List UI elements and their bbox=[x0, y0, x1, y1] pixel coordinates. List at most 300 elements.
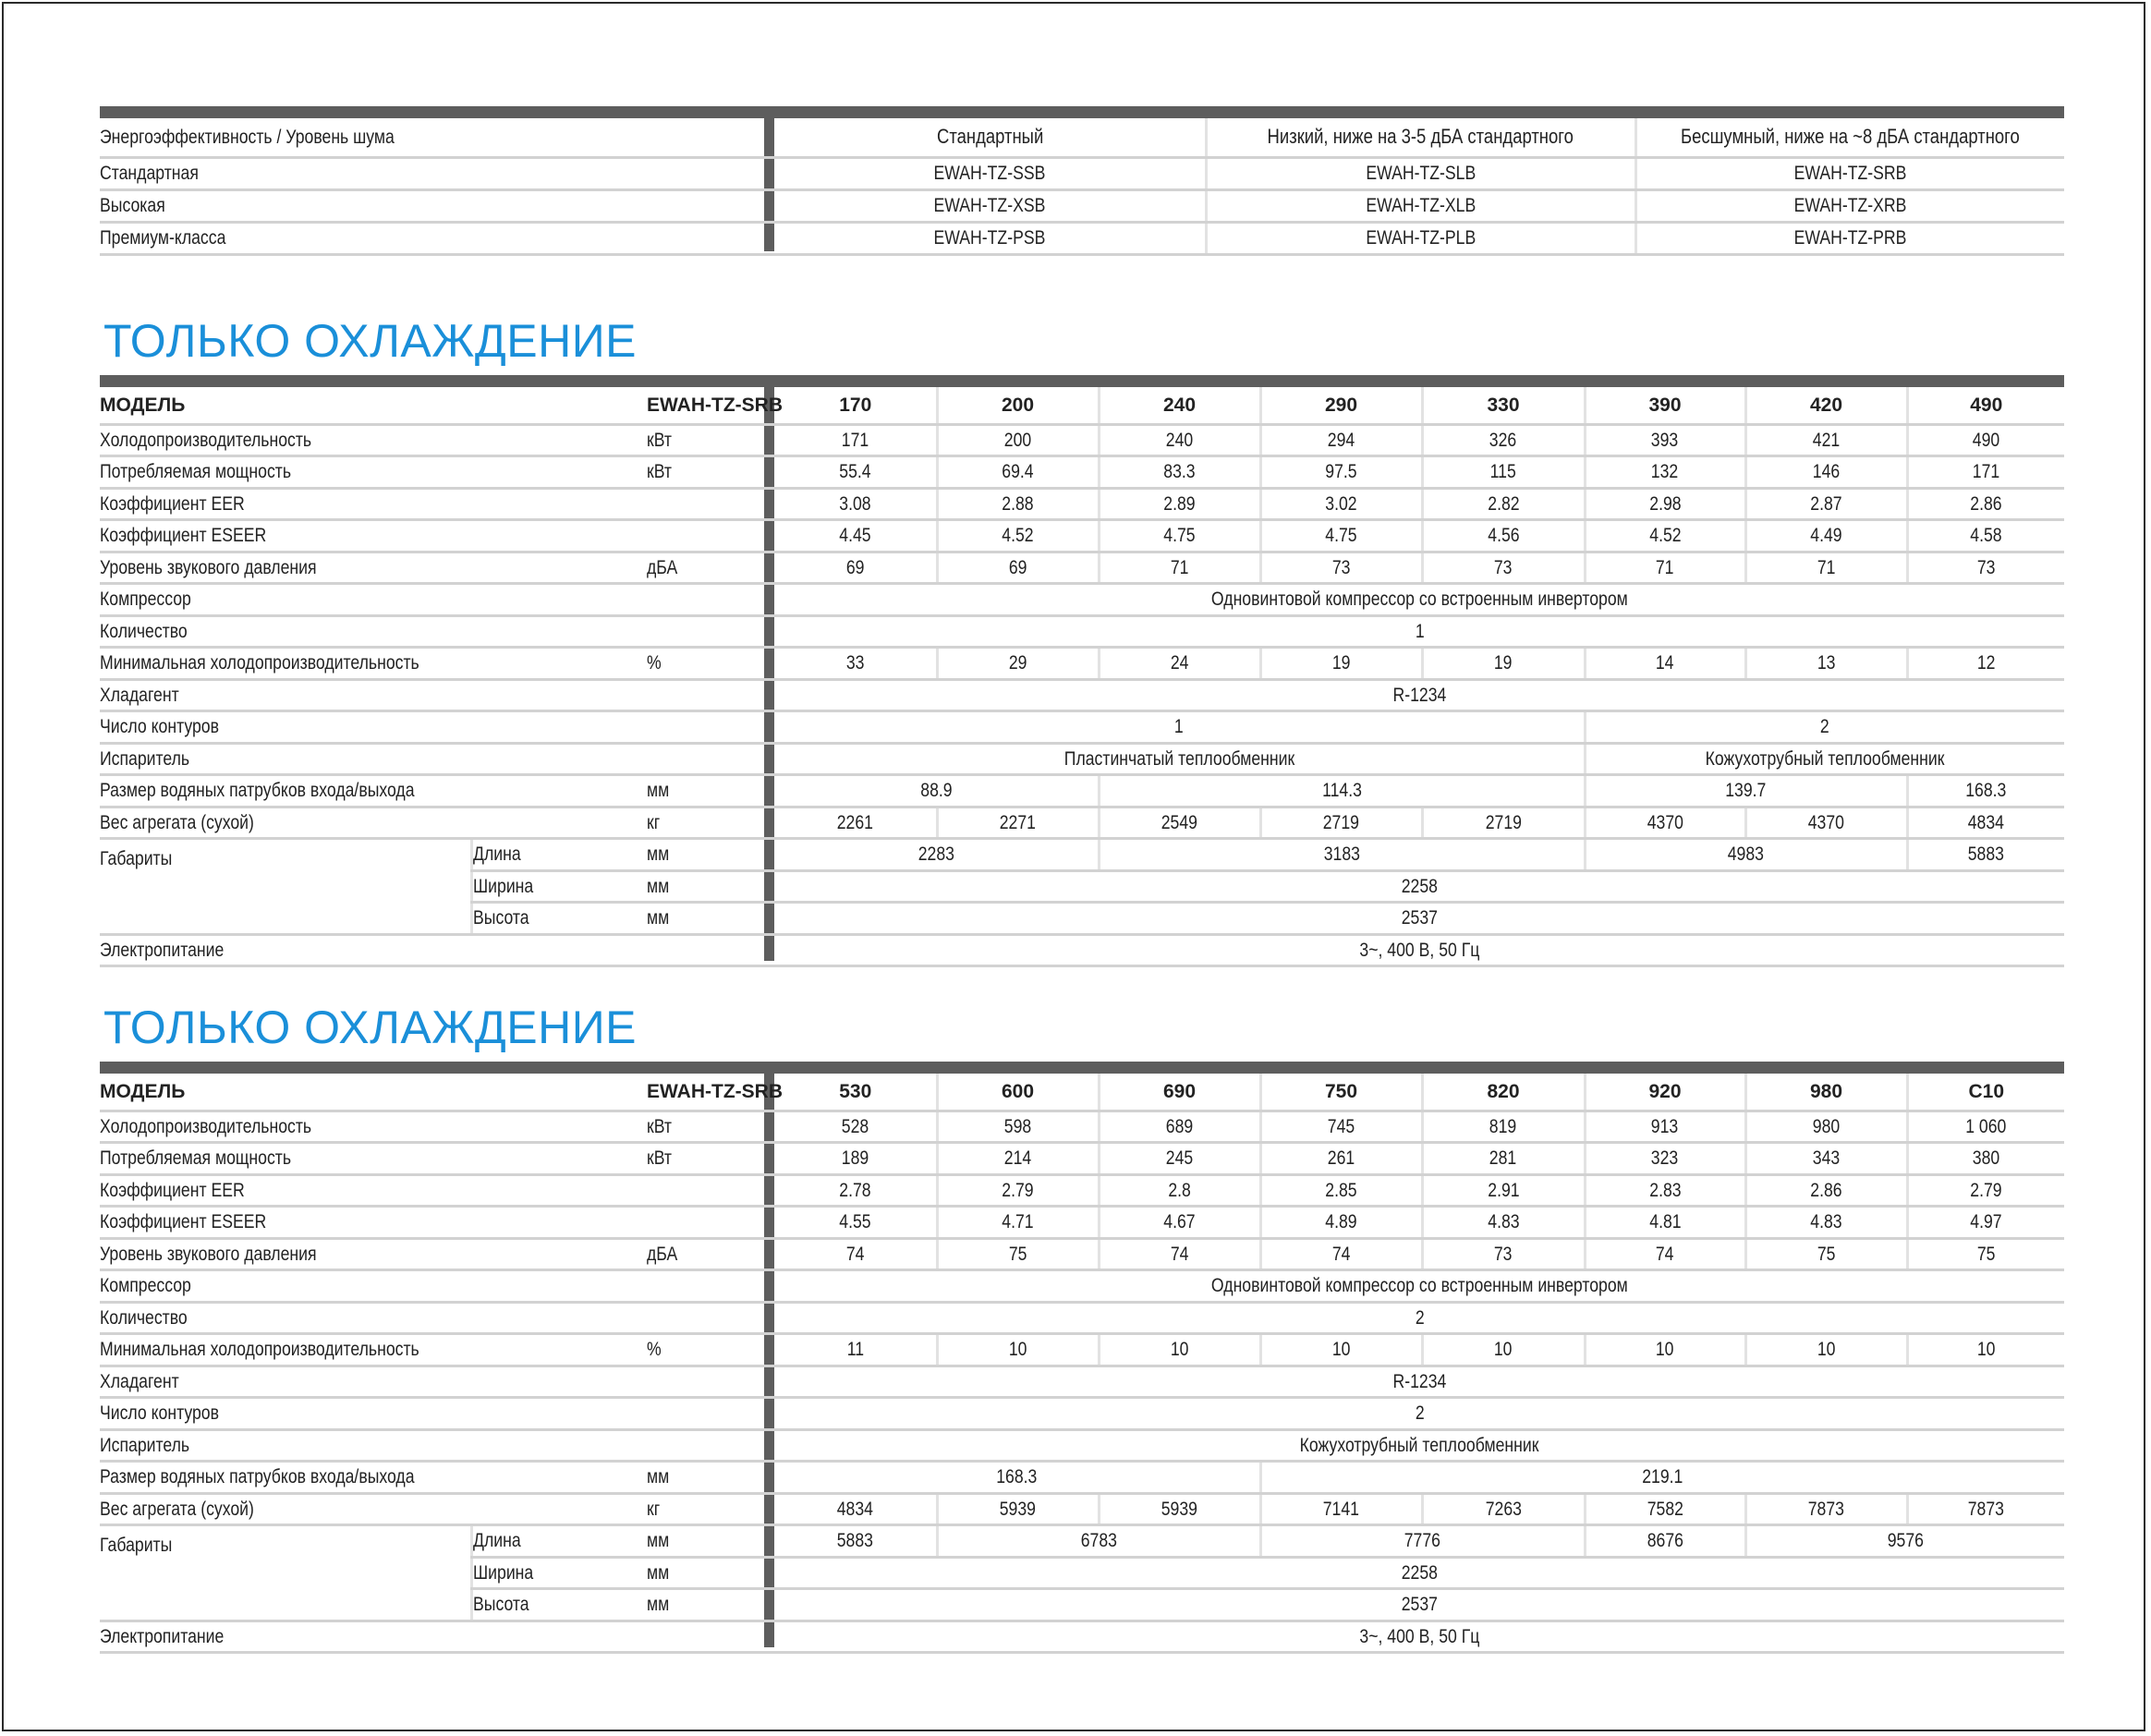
model-column-header: 200 bbox=[937, 387, 1099, 424]
divider-cell bbox=[765, 1270, 775, 1303]
spec-value bbox=[775, 775, 1099, 807]
spec-value bbox=[1260, 424, 1422, 456]
spec-value bbox=[1099, 648, 1260, 680]
divider-cell bbox=[765, 1525, 775, 1558]
spec-value-text: 2258 bbox=[1401, 875, 1439, 897]
spec-value bbox=[1099, 1493, 1260, 1525]
spec-label-text: Коэффициент ESEER bbox=[100, 1211, 267, 1233]
spec-value bbox=[1585, 1143, 1745, 1175]
divider-cell bbox=[765, 903, 775, 935]
spec-value bbox=[1260, 488, 1422, 520]
spec-value bbox=[1745, 424, 1907, 456]
spec-value bbox=[775, 1398, 2064, 1430]
spec-label-text: Коэффициент ESEER bbox=[100, 525, 267, 547]
spec-unit bbox=[647, 1238, 765, 1270]
dimension-sub-label-text: Ширина bbox=[472, 875, 533, 897]
spec-value-text: 2271 bbox=[999, 811, 1037, 833]
spec-value-text: R-1234 bbox=[1392, 684, 1447, 706]
spec-value bbox=[1099, 1174, 1260, 1207]
spec-value bbox=[1422, 1238, 1585, 1270]
spec-value bbox=[937, 520, 1099, 552]
table-header-row bbox=[100, 118, 2064, 157]
spec-label bbox=[100, 584, 647, 616]
spec-label bbox=[100, 1270, 647, 1303]
spec-unit bbox=[647, 1207, 765, 1239]
spec-value-text: 7582 bbox=[1647, 1498, 1683, 1520]
spec-value bbox=[1585, 775, 1907, 807]
spec-value bbox=[1745, 1143, 1907, 1175]
spec-value-text: 75 bbox=[1008, 1243, 1027, 1265]
spec-value bbox=[1422, 648, 1585, 680]
spec-value bbox=[1745, 488, 1907, 520]
model-code bbox=[1206, 189, 1635, 222]
spec-label-text: Вес агрегата (сухой) bbox=[100, 1498, 254, 1520]
spec-row bbox=[100, 1462, 2064, 1494]
model-column-header: 530 bbox=[775, 1074, 937, 1111]
spec-row bbox=[100, 456, 2064, 489]
spec-value-text: 74 bbox=[1170, 1243, 1189, 1265]
spec-value-text: 10 bbox=[1494, 1339, 1513, 1361]
spec-value bbox=[937, 488, 1099, 520]
dimensions-label bbox=[100, 839, 471, 935]
spec-row bbox=[100, 488, 2064, 520]
spec-value bbox=[775, 1525, 937, 1558]
spec-label bbox=[100, 1462, 647, 1494]
spec-value bbox=[775, 1302, 2064, 1334]
spec-label-text: Количество bbox=[100, 1306, 188, 1329]
spec-unit bbox=[647, 424, 765, 456]
spec-value bbox=[1745, 1493, 1907, 1525]
spec-value bbox=[937, 456, 1099, 489]
spec-value bbox=[1422, 1111, 1585, 1143]
spec-value-text: 4.56 bbox=[1487, 525, 1520, 547]
spec-value bbox=[937, 552, 1099, 584]
spec-value-text: 146 bbox=[1812, 461, 1841, 483]
spec-value bbox=[1422, 456, 1585, 489]
spec-value bbox=[775, 1589, 2064, 1621]
spec-value bbox=[775, 1174, 937, 1207]
spec-row bbox=[100, 1366, 2064, 1398]
spec-unit-text: кг bbox=[647, 1498, 661, 1520]
divider-cell bbox=[765, 1366, 775, 1398]
spec-unit bbox=[647, 743, 765, 775]
dimension-sub-label-text: Длина bbox=[472, 1530, 521, 1552]
divider-cell bbox=[765, 1174, 775, 1207]
row-label-text: Премиум-класса bbox=[100, 227, 226, 249]
spec-value bbox=[1907, 1111, 2064, 1143]
spec-label bbox=[100, 520, 647, 552]
spec-value-text: 7141 bbox=[1322, 1498, 1360, 1520]
spec-value-text: 4.81 bbox=[1648, 1211, 1682, 1233]
row-label-text: Стандартная bbox=[100, 163, 199, 184]
dimension-row bbox=[100, 1525, 2064, 1558]
column-header-text: Стандартный bbox=[936, 125, 1043, 149]
spec-value-text: 323 bbox=[1651, 1147, 1679, 1170]
spec-value bbox=[937, 1525, 1260, 1558]
spec-value-text: 2.98 bbox=[1648, 492, 1682, 515]
spec-value bbox=[775, 1111, 937, 1143]
model-series: EWAH-TZ-SRB bbox=[647, 387, 765, 424]
spec-value bbox=[1907, 488, 2064, 520]
spec-value-text: 2 bbox=[1415, 1402, 1425, 1425]
spec-value bbox=[1907, 520, 2064, 552]
spec-unit bbox=[647, 615, 765, 648]
spec-unit bbox=[647, 584, 765, 616]
spec-value bbox=[1099, 1207, 1260, 1239]
spec-value bbox=[1745, 1174, 1907, 1207]
spec-table-1 bbox=[100, 387, 2064, 967]
spec-value-text: 4.97 bbox=[1970, 1211, 2002, 1233]
spec-row bbox=[100, 743, 2064, 775]
spec-unit bbox=[647, 456, 765, 489]
dimension-sub-label-text: Высота bbox=[472, 1594, 529, 1616]
divider-cell bbox=[765, 488, 775, 520]
spec-value bbox=[1907, 1238, 2064, 1270]
spec-unit bbox=[647, 648, 765, 680]
spec-unit-text: мм bbox=[647, 1594, 670, 1616]
column-header bbox=[1206, 118, 1635, 157]
spec-unit bbox=[647, 1398, 765, 1430]
spec-value bbox=[1745, 520, 1907, 552]
model-code-text: EWAH-TZ-SLB bbox=[1366, 163, 1476, 184]
model-series: EWAH-TZ-SRB bbox=[647, 1074, 765, 1111]
spec-value-text: 168.3 bbox=[1965, 780, 2007, 802]
spec-value bbox=[775, 488, 937, 520]
model-label: МОДЕЛЬ bbox=[100, 1074, 647, 1111]
model-column-header: 600 bbox=[937, 1074, 1099, 1111]
divider-cell bbox=[765, 456, 775, 489]
model-column-header: 330 bbox=[1422, 387, 1585, 424]
spec-value-text: 74 bbox=[1331, 1243, 1351, 1265]
divider-cell bbox=[765, 552, 775, 584]
spec-value-text: 14 bbox=[1656, 652, 1674, 674]
spec-value-text: 2 bbox=[1820, 716, 1830, 738]
spec-value bbox=[775, 424, 937, 456]
model-column-header: 490 bbox=[1907, 387, 2064, 424]
dimension-sub-label bbox=[471, 839, 647, 871]
spec-value-text: 2261 bbox=[837, 811, 874, 833]
spec-label-text: Холодопроизводительность bbox=[100, 429, 312, 451]
spec-value-text: 10 bbox=[1976, 1339, 1996, 1361]
spec-value-text: 2.85 bbox=[1325, 1179, 1357, 1201]
model-column-header: C10 bbox=[1907, 1074, 2064, 1111]
spec-row bbox=[100, 424, 2064, 456]
spec-value-text: 4.83 bbox=[1810, 1211, 1842, 1233]
divider-cell bbox=[765, 934, 775, 966]
divider-cell bbox=[765, 1334, 775, 1366]
spec-value-text: 2.89 bbox=[1163, 492, 1196, 515]
dimension-row bbox=[100, 839, 2064, 871]
spec-row bbox=[100, 1302, 2064, 1334]
model-column-header: 240 bbox=[1099, 387, 1260, 424]
spec-label-text: Коэффициент EER bbox=[100, 492, 245, 515]
spec-value-text: 4.55 bbox=[839, 1211, 871, 1233]
spec-row bbox=[100, 584, 2064, 616]
spec-value-text: Одновинтовой компрессор со встроенным инвертором bbox=[1211, 589, 1628, 611]
spec-value-text: 4.75 bbox=[1163, 525, 1196, 547]
spec-value bbox=[1260, 552, 1422, 584]
spec-label-text: Хладагент bbox=[100, 1370, 179, 1392]
spec-value-text: 2.88 bbox=[1002, 492, 1034, 515]
spec-value-text: 4834 bbox=[837, 1498, 874, 1520]
spec-unit-text: кВт bbox=[647, 1147, 673, 1170]
model-column-header: 750 bbox=[1260, 1074, 1422, 1111]
spec-value bbox=[1585, 1111, 1745, 1143]
spec-value bbox=[1745, 807, 1907, 839]
power-label bbox=[100, 934, 765, 966]
spec-value bbox=[1745, 648, 1907, 680]
spec-value bbox=[937, 807, 1099, 839]
spec-label bbox=[100, 1398, 647, 1430]
spec-unit-text: мм bbox=[647, 1530, 670, 1552]
spec-value-text: 343 bbox=[1812, 1147, 1841, 1170]
spec-value-text: 171 bbox=[842, 429, 869, 451]
divider-cell bbox=[765, 615, 775, 648]
spec-value bbox=[775, 615, 2064, 648]
divider-cell bbox=[765, 189, 775, 222]
table-row bbox=[100, 222, 2064, 254]
spec-value-text: 24 bbox=[1170, 652, 1189, 674]
spec-value-text: 71 bbox=[1817, 556, 1836, 578]
spec-unit bbox=[647, 1111, 765, 1143]
power-row bbox=[100, 934, 2064, 966]
spec-value-text: 528 bbox=[842, 1115, 869, 1137]
divider-cell bbox=[765, 1621, 775, 1653]
spec-value-text: 1 bbox=[1415, 620, 1425, 642]
model-column-header: 170 bbox=[775, 387, 937, 424]
spec-value-text: 69 bbox=[845, 556, 865, 578]
spec-value-text: 5883 bbox=[837, 1530, 874, 1552]
spec-unit bbox=[647, 1143, 765, 1175]
spec-value-text: 69.4 bbox=[1002, 461, 1034, 483]
model-code bbox=[1635, 189, 2064, 222]
model-code bbox=[775, 222, 1206, 254]
power-value-text: 3~, 400 В, 50 Гц bbox=[1359, 939, 1480, 961]
spec-value-text: 1 bbox=[1174, 716, 1185, 738]
spec-unit bbox=[647, 1366, 765, 1398]
spec-value-text: 114.3 bbox=[1321, 780, 1362, 802]
spec-value bbox=[1745, 552, 1907, 584]
spec-unit bbox=[647, 552, 765, 584]
spec-row bbox=[100, 1111, 2064, 1143]
spec-label bbox=[100, 743, 647, 775]
spec-value bbox=[775, 1366, 2064, 1398]
spec-value-text: 4.83 bbox=[1487, 1211, 1520, 1233]
model-code-text: EWAH-TZ-PRB bbox=[1793, 227, 1907, 249]
spec-value-text: 10 bbox=[1656, 1339, 1674, 1361]
spec-value-text: 83.3 bbox=[1163, 461, 1196, 483]
dimension-sub-label-text: Ширина bbox=[472, 1561, 533, 1584]
spec-label bbox=[100, 1429, 647, 1462]
spec-label-text: Минимальная холодопроизводительность bbox=[100, 652, 419, 674]
model-column-header: 420 bbox=[1745, 387, 1907, 424]
spec-value-text: 2.79 bbox=[1970, 1179, 2002, 1201]
spec-value-text: 421 bbox=[1812, 429, 1841, 451]
spec-value bbox=[1422, 1174, 1585, 1207]
spec-value bbox=[1585, 456, 1745, 489]
spec-value bbox=[1422, 1334, 1585, 1366]
spec-value bbox=[1745, 1207, 1907, 1239]
spec-unit-text: кВт bbox=[647, 461, 673, 483]
spec-value bbox=[937, 1174, 1099, 1207]
divider-cell bbox=[765, 1557, 775, 1589]
spec-unit bbox=[647, 1174, 765, 1207]
spec-value-text: 2.86 bbox=[1810, 1179, 1842, 1201]
spec-label-text: Размер водяных патрубков входа/выхода bbox=[100, 780, 415, 802]
top-table-bar bbox=[100, 106, 2064, 118]
spec-value-text: 1 060 bbox=[1965, 1115, 2007, 1137]
spec-row bbox=[100, 1429, 2064, 1462]
spec-value-text: 200 bbox=[1003, 429, 1032, 451]
divider-cell bbox=[765, 648, 775, 680]
divider-cell bbox=[765, 1207, 775, 1239]
power-value bbox=[775, 1621, 2064, 1653]
spec-value bbox=[1260, 1525, 1585, 1558]
spec-value-text: 281 bbox=[1489, 1147, 1517, 1170]
divider-cell bbox=[765, 584, 775, 616]
spec-label bbox=[100, 456, 647, 489]
spec-value-text: 71 bbox=[1656, 556, 1674, 578]
model-code-text: EWAH-TZ-SRB bbox=[1793, 163, 1907, 184]
spec-unit-text: дБА bbox=[647, 1243, 678, 1265]
spec-value-text: 2258 bbox=[1401, 1561, 1439, 1584]
power-label-text: Электропитание bbox=[100, 1625, 225, 1647]
spec-value-text: 69 bbox=[1008, 556, 1027, 578]
spec-value-text: 73 bbox=[1494, 1243, 1513, 1265]
spec-label-text: Размер водяных патрубков входа/выхода bbox=[100, 1466, 415, 1488]
spec-value-text: 10 bbox=[1817, 1339, 1836, 1361]
spec-value-text: 3183 bbox=[1323, 844, 1360, 866]
spec-value bbox=[1907, 1334, 2064, 1366]
spec-value bbox=[1260, 456, 1422, 489]
model-column-header: 980 bbox=[1745, 1074, 1907, 1111]
spec-value-text: 2719 bbox=[1322, 811, 1360, 833]
spec-unit bbox=[647, 488, 765, 520]
model-code bbox=[1206, 157, 1635, 189]
spec-value bbox=[1745, 1111, 1907, 1143]
divider-cell bbox=[765, 1589, 775, 1621]
spec-value bbox=[1585, 1493, 1745, 1525]
spec-unit bbox=[647, 711, 765, 744]
spec-value-text: 5939 bbox=[999, 1498, 1037, 1520]
spec-value bbox=[1260, 520, 1422, 552]
model-header-row bbox=[100, 387, 2064, 424]
spec-value-text: 3.08 bbox=[839, 492, 871, 515]
spec-value-text: Пластинчатый теплообменник bbox=[1063, 747, 1294, 770]
spec-label bbox=[100, 807, 647, 839]
spec-value bbox=[1099, 488, 1260, 520]
divider-cell bbox=[765, 807, 775, 839]
spec-value bbox=[1907, 1143, 2064, 1175]
spec-value bbox=[1745, 456, 1907, 489]
dimension-sub-label bbox=[471, 1589, 647, 1621]
spec-value-text: 3.02 bbox=[1325, 492, 1357, 515]
spec-value bbox=[1099, 807, 1260, 839]
spec-unit bbox=[647, 807, 765, 839]
dimension-sub-label bbox=[471, 903, 647, 935]
spec-value-text: 75 bbox=[1817, 1243, 1836, 1265]
spec-value-text: 2.86 bbox=[1970, 492, 2002, 515]
spec-value bbox=[1585, 1238, 1745, 1270]
spec-value bbox=[1585, 488, 1745, 520]
spec-value bbox=[1907, 552, 2064, 584]
model-code-text: EWAH-TZ-XLB bbox=[1366, 195, 1476, 216]
spec-unit-text: кВт bbox=[647, 1115, 673, 1137]
spec-value bbox=[1422, 1493, 1585, 1525]
spec-value bbox=[1099, 1238, 1260, 1270]
spec-value bbox=[775, 1462, 1260, 1494]
spec-value-text: 88.9 bbox=[920, 780, 953, 802]
spec-value-text: 2549 bbox=[1161, 811, 1198, 833]
divider-cell bbox=[765, 1462, 775, 1494]
model-column-header: 390 bbox=[1585, 387, 1745, 424]
spec-value-text: 139.7 bbox=[1725, 780, 1767, 802]
spec-row bbox=[100, 807, 2064, 839]
spec-value bbox=[1422, 552, 1585, 584]
spec-value bbox=[1745, 1525, 2064, 1558]
table-row bbox=[100, 157, 2064, 189]
spec-value-text: 245 bbox=[1165, 1147, 1194, 1170]
spec-label bbox=[100, 1207, 647, 1239]
spec-value-text: 980 bbox=[1812, 1115, 1841, 1137]
spec-value bbox=[1907, 1493, 2064, 1525]
spec-value-text: 12 bbox=[1976, 652, 1996, 674]
spec-value-text: 73 bbox=[1494, 556, 1513, 578]
spec-row bbox=[100, 615, 2064, 648]
dimension-sub-label-text: Длина bbox=[472, 844, 521, 866]
dimension-sub-label bbox=[471, 1557, 647, 1589]
power-label-text: Электропитание bbox=[100, 939, 225, 961]
spec-value bbox=[775, 743, 1585, 775]
spec-value bbox=[1422, 807, 1585, 839]
divider-cell bbox=[765, 520, 775, 552]
divider-cell bbox=[765, 775, 775, 807]
spec-row bbox=[100, 648, 2064, 680]
spec-row bbox=[100, 1174, 2064, 1207]
spec-value-text: 2537 bbox=[1401, 907, 1439, 929]
spec-row bbox=[100, 1398, 2064, 1430]
spec-label-text: Уровень звукового давления bbox=[100, 556, 317, 578]
row-label bbox=[100, 189, 765, 222]
spec-value-text: 4.75 bbox=[1325, 525, 1357, 547]
spec-value-text: 19 bbox=[1331, 652, 1351, 674]
spec-unit-text: % bbox=[647, 652, 662, 674]
dimensions-label-text: Габариты bbox=[100, 848, 173, 869]
spec-value-text: 2.8 bbox=[1168, 1179, 1191, 1201]
spec-unit-text: кг bbox=[647, 811, 661, 833]
spec-value-text: 7263 bbox=[1485, 1498, 1522, 1520]
spec-unit bbox=[647, 870, 765, 903]
spec-value bbox=[1585, 839, 1907, 871]
divider-cell bbox=[765, 424, 775, 456]
spec-row bbox=[100, 1493, 2064, 1525]
column-header-text: Бесшумный, ниже на ~8 дБА стандартного bbox=[1681, 125, 2021, 149]
spec-value-text: 4370 bbox=[1807, 811, 1845, 833]
column-header bbox=[1635, 118, 2064, 157]
spec-value-text: 4370 bbox=[1647, 811, 1683, 833]
spec-value-text: 261 bbox=[1327, 1147, 1355, 1170]
spec-value-text: Кожухотрубный теплообменник bbox=[1705, 747, 1945, 770]
spec-unit bbox=[647, 1429, 765, 1462]
spec-row bbox=[100, 679, 2064, 711]
row-label bbox=[100, 157, 765, 189]
spec-value bbox=[1260, 1493, 1422, 1525]
dimensions-label-text: Габариты bbox=[100, 1535, 173, 1556]
spec-value-text: 745 bbox=[1327, 1115, 1355, 1137]
spec-value-text: 4834 bbox=[1968, 811, 2005, 833]
spec-value bbox=[937, 1493, 1099, 1525]
spec-label-text: Число контуров bbox=[100, 716, 219, 738]
